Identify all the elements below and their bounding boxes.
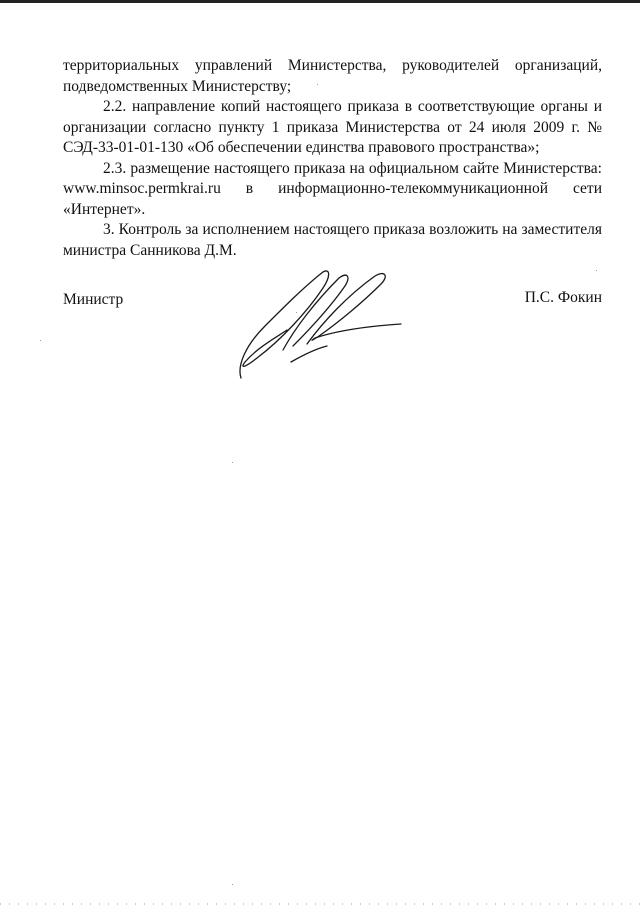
- paragraph-continuation: территориальных управлений Министерства, руководителей организаций, подведомственных Министерству;: [63, 57, 602, 95]
- signature-block: [63, 288, 602, 398]
- scan-speck: [232, 884, 233, 885]
- handwritten-signature: [235, 266, 415, 386]
- paragraph-3: 3. Контроль за исполнением настоящего приказа возложить на заместителя министра Санникова Д.М.: [63, 221, 602, 259]
- scan-speck: [232, 462, 233, 463]
- document-body: [63, 56, 602, 261]
- paragraph-2-2: 2.2. направление копий настоящего приказа в соответствующие органы и организации согласно пункту 1 приказа Министерства от 24 июля 2009 г. № СЭД-33-01-01-130 «Об обеспечении единства правового пространства»;: [63, 98, 602, 156]
- paragraph-2-3: 2.3. размещение настоящего приказа на официальном сайте Министерства: www.minsoc.permkrai.ru в информационно-телекоммуникационной сети «Интернет».: [63, 159, 602, 218]
- top-scan-edge: [0, 0, 640, 3]
- scan-speck: [296, 312, 297, 313]
- signatory-name: П.С. Фокин: [524, 289, 602, 306]
- scan-speck: [40, 340, 41, 341]
- signatory-title: Министр: [63, 291, 124, 308]
- scan-speck: [317, 84, 318, 85]
- scan-speck: [596, 270, 597, 271]
